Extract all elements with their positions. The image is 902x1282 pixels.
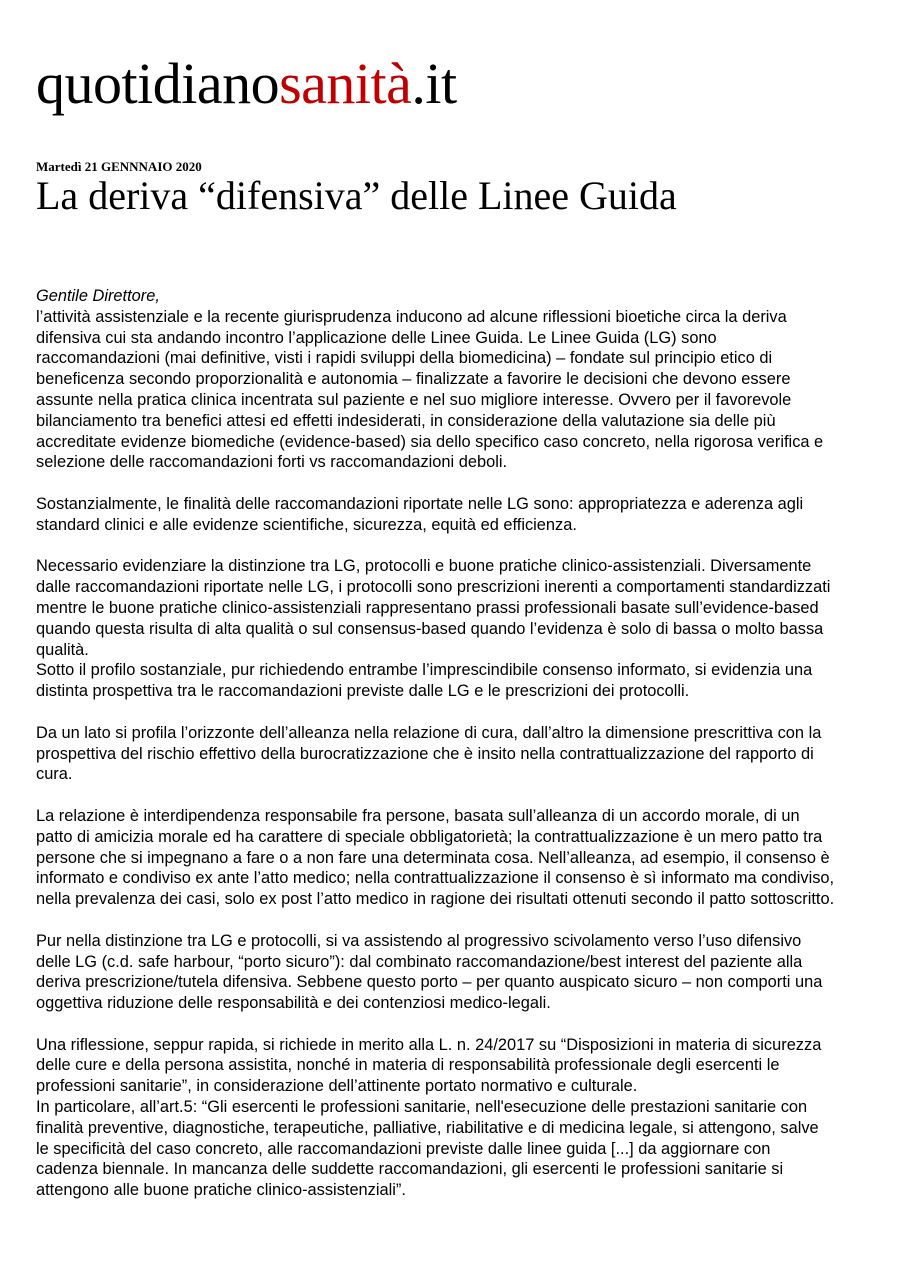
paragraph-line: professioni sanitarie”, in considerazione dell’attinente portato normativo e culturale.	[36, 1077, 638, 1096]
article-title: La deriva “difensiva” delle Linee Guida	[36, 173, 677, 218]
paragraph-line: Da un lato si profila l’orizzonte dell’alleanza nella relazione di cura, dall’altro la dimensione prescrittiva con la	[36, 723, 822, 742]
article-paragraph	[36, 806, 876, 910]
article-salutation: Gentile Direttore,	[36, 287, 160, 305]
paragraph-line: La relazione è interdipendenza responsabile fra persone, basata sull’alleanza di un accordo morale, di un	[36, 806, 800, 825]
paragraph-line: In particolare, all’art.5: “Gli esercenti le professioni sanitarie, nell'esecuzione delle prestazioni sanitarie con	[36, 1098, 808, 1117]
paragraph-line: Sostanzialmente, le finalità delle raccomandazioni riportate nelle LG sono: appropriatezza e aderenza agli	[36, 494, 804, 513]
paragraph-line: oggettiva riduzione delle responsabilità e dei contenziosi medico-legali.	[36, 994, 551, 1013]
paragraph-line: cadenza biennale. In mancanza delle suddette raccomandazioni, gli esercenti le professioni sanitarie si	[36, 1160, 784, 1179]
paragraph-line: l’attività assistenziale e la recente giurisprudenza inducono ad alcune riflessioni bioetiche circa la deriva	[36, 307, 787, 326]
paragraph-line: beneficenza secondo proporzionalità e autonomia – finalizzate a favorire le decisioni che devono essere	[36, 370, 791, 389]
paragraph-line: nella prevalenza dei casi, solo ex post l’atto medico in ragione dei risultati ottenuti secondo il patto sottoscritto.	[36, 890, 835, 909]
paragraph-line: bilanciamento tra benefici attesi ed effetti indesiderati, in considerazione della valutazione sia delle più	[36, 411, 776, 430]
paragraph-line: cura.	[36, 765, 73, 784]
paragraph-line: delle cure e della persona assistita, nonché in materia di responsabilità professionale degli esercenti le	[36, 1056, 780, 1075]
paragraph-line: accreditate evidenze biomediche (evidence-based) sia dello specifico caso concreto, nella rigorosa verifica e	[36, 432, 824, 451]
logo-text-quotidiano: quotidiano	[36, 51, 280, 116]
paragraph-line: quando questa risulta di alta qualità o sul consensus-based quando l’evidenza è solo di bassa o molto bassa	[36, 619, 824, 638]
paragraph-line: prospettiva del rischio effettivo della burocratizzazione che è insito nella contrattualizzazione del rapporto di	[36, 744, 814, 763]
paragraph-line: raccomandazioni (mai definitive, visti i rapidi sviluppi della biomedicina) – fondate sul principio etico di	[36, 349, 773, 368]
paragraph-line: Necessario evidenziare la distinzione tra LG, protocolli e buone pratiche clinico-assistenziali. Diversamente	[36, 557, 812, 576]
paragraph-line: Pur nella distinzione tra LG e protocolli, si va assistendo al progressivo scivolamento verso l’uso difensivo	[36, 931, 802, 950]
paragraph-line: distinta prospettiva tra le raccomandazioni previste dalle LG e le prescrizioni dei protocolli.	[36, 682, 690, 701]
article-paragraph	[36, 307, 876, 473]
paragraph-line: qualità.	[36, 640, 89, 659]
article-body	[36, 286, 876, 1222]
paragraph-line: Una riflessione, seppur rapida, si richiede in merito alla L. n. 24/2017 su “Disposizioni in materia di sicurezza	[36, 1035, 822, 1054]
paragraph-line: finalità preventive, diagnostiche, terapeutiche, palliative, riabilitative e di medicina legale, si attengono, salve	[36, 1118, 819, 1137]
paragraph-line: patto di amicizia morale ed ha carattere di speciale obbligatorietà; la contrattualizzazione è un mero patto tra	[36, 827, 823, 846]
paragraph-line: difensiva cui sta andando incontro l’applicazione delle Linee Guida. Le Linee Guida (LG) sono	[36, 328, 717, 347]
paragraph-line: dalle raccomandazioni riportate nelle LG, i protocolli sono prescrizioni inerenti a comportamenti standardizzati	[36, 578, 831, 597]
article-paragraph	[36, 1035, 876, 1201]
paragraph-line: informato e condiviso ex ante l’atto medico; nella contrattualizzazione il consenso è sì informato ma condiviso,	[36, 869, 835, 888]
paragraph-line: standard clinici e alle evidenze scientifiche, sicurezza, equità ed efficienza.	[36, 515, 577, 534]
article-paragraph	[36, 723, 876, 785]
article-paragraph	[36, 931, 876, 1014]
paragraph-line: attengono alle buone pratiche clinico-assistenziali”.	[36, 1181, 406, 1200]
paragraph-line: le specificità del caso concreto, alle raccomandazioni previste dalle linee guida [...] da aggiornare con	[36, 1139, 771, 1158]
paragraph-line: selezione delle raccomandazioni forti vs raccomandazioni deboli.	[36, 453, 508, 472]
logo-text-sanita: sanità	[279, 51, 412, 116]
logo-text-it: .it	[411, 51, 457, 116]
article-paragraph	[36, 494, 876, 536]
article-paragraph	[36, 556, 876, 702]
site-logo[interactable]	[36, 50, 457, 118]
article-date: Martedì 21 GENNNAIO 2020	[36, 159, 202, 174]
paragraph-line: assunte nella pratica clinica incentrata sul paziente e nel suo migliore interesse. Ovvero per il favorevole	[36, 390, 792, 409]
paragraph-line: mentre le buone pratiche clinico-assistenziali rappresentano prassi professionali basate sull’evidence-based	[36, 598, 819, 617]
paragraph-line: Sotto il profilo sostanziale, pur richiedendo entrambe l’imprescindibile consenso informato, si evidenzia una	[36, 661, 813, 680]
paragraph-line: persone che si impegnano a fare o a non fare una determinata cosa. Nell’alleanza, ad esempio, il consenso è	[36, 848, 830, 867]
paragraph-line: deriva prescrizione/tutela difensiva. Sebbene questo porto – per quanto auspicato sicuro – non comporti una	[36, 973, 823, 992]
paragraph-line: delle LG (c.d. safe harbour, “porto sicuro”): dal combinato raccomandazione/best interest del paziente alla	[36, 952, 803, 971]
